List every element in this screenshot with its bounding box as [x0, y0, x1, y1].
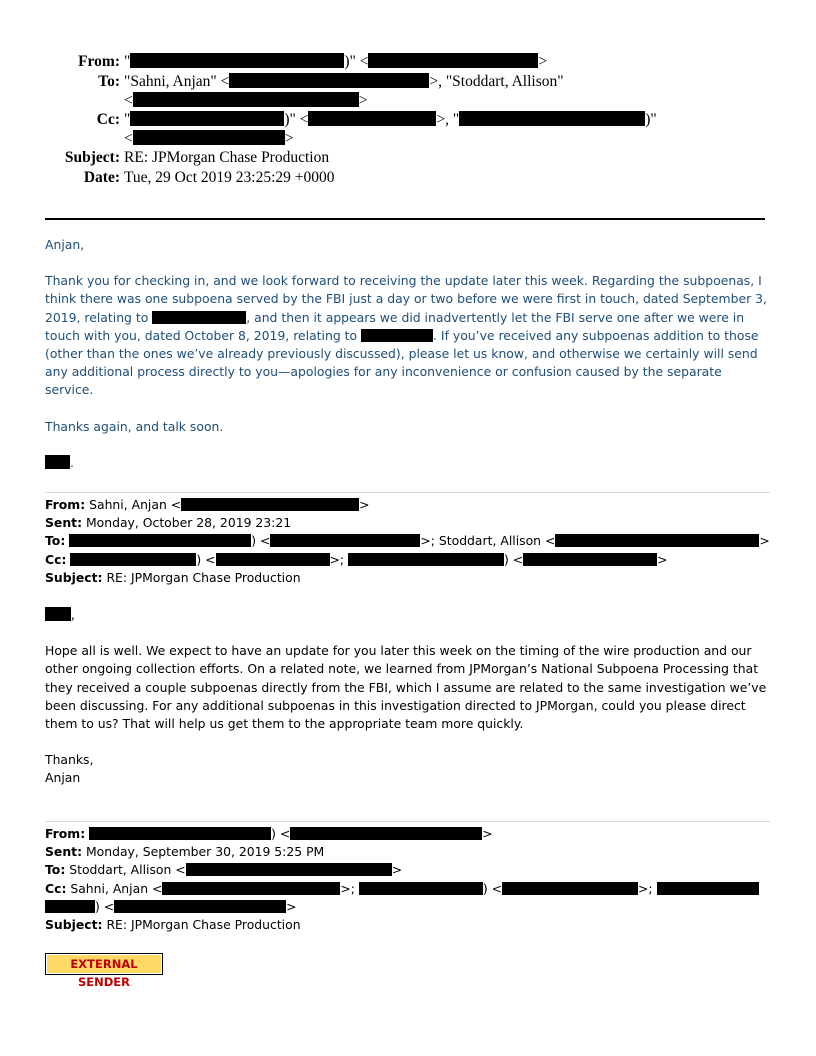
redaction-bar [229, 73, 429, 88]
redaction-bar [45, 455, 70, 469]
redaction-bar [181, 498, 359, 511]
redaction-bar [555, 534, 759, 547]
message-body-1 [45, 236, 773, 490]
redaction-bar [114, 900, 286, 913]
from-label: From: [78, 53, 120, 70]
redaction-bar [459, 111, 645, 126]
redaction-bar [130, 53, 344, 68]
redaction-bar [216, 553, 330, 566]
redaction-bar [133, 92, 359, 107]
redaction-bar [290, 827, 482, 840]
to-label: To: [98, 73, 120, 90]
redaction-bar [502, 882, 638, 895]
header-cc-row-2: < > [124, 130, 294, 147]
redaction-bar [657, 882, 759, 895]
cc-label: Cc: [96, 111, 120, 128]
message-body-2 [45, 606, 773, 788]
redaction-bar [523, 553, 657, 566]
paragraph: Thank you for checking in, and we look forward to receiving the update later this week. Regarding the subpoenas, I think there was one subpoena served by the FBI just a day or two before we were first in touch, dated September 3, 2019, relating to , and then it appears we did inadvertently let the FBI serve one after we were in touch with you, dated October 8, 2019, relating to . If you’ve received any subpoenas addition to those (other than the ones we’ve already previously discussed), please let us know, and otherwise we certainly will send any additional process directly to you—apologies for any inconvenience or confusion caused by the separate service. [45, 273, 767, 398]
redaction-bar [186, 863, 392, 876]
header-date-row [0, 168, 816, 188]
header-subject-row [0, 148, 816, 168]
redaction-bar [45, 607, 71, 621]
redaction-bar [45, 900, 95, 913]
message-3-header: From: ) < > Sent: Monday, September 30, 2019 5:25 PM To: Stoddart, Allison < > Cc: Sahni, Anjan < >; ) < >; ) < > Subject: RE: JPMorgan Chase Production [45, 825, 773, 934]
signature: . [45, 454, 773, 472]
redaction-bar [270, 534, 420, 547]
redaction-bar [152, 311, 246, 324]
redaction-bar [308, 111, 436, 126]
redaction-bar [361, 329, 433, 342]
date-label: Date: [83, 169, 120, 186]
redaction-bar [359, 882, 483, 895]
redaction-bar [130, 111, 284, 126]
redaction-bar [162, 882, 340, 895]
email-header [0, 52, 816, 188]
header-cc-row: Cc: " )" < >, " )" [96, 111, 657, 128]
redaction-bar [348, 553, 504, 566]
external-sender-banner [45, 953, 163, 989]
greeting: , [45, 606, 773, 624]
paragraph: Thanks again, and talk soon. [45, 418, 224, 434]
subject-value: RE: JPMorgan Chase Production [124, 149, 330, 166]
redaction-bar [89, 827, 271, 840]
message-separator [45, 492, 770, 493]
header-to-row: To: "Sahni, Anjan" < >, "Stoddart, Allison" [98, 73, 564, 90]
header-to-row-2: < > [124, 92, 368, 109]
date-value: Tue, 29 Oct 2019 23:25:29 +0000 [124, 169, 335, 186]
header-from-row: From: " )" < > [78, 53, 548, 70]
redaction-bar [69, 534, 251, 547]
redaction-bar [133, 130, 285, 145]
message-separator [45, 821, 770, 822]
closing: Thanks, Anjan [45, 752, 94, 786]
header-divider [45, 218, 765, 220]
redaction-bar [70, 553, 196, 566]
greeting: Anjan, [45, 237, 85, 252]
subject-label: Subject: [64, 149, 120, 166]
external-sender-label: EXTERNAL SENDER [47, 955, 161, 973]
paragraph: Hope all is well. We expect to have an update for you later this week on the timing of the wire production and our other ongoing collection efforts. On a related note, we learned from JPMorgan’s National Subpoena Processing that they received a couple subpoenas directly from the FBI, which I assume are related to the same investigation we’ve been discussing. For any additional subpoenas in this investigation directed to JPMorgan, could you please direct them to us? That will help us get them to the appropriate team more quickly. [45, 643, 767, 732]
redaction-bar [368, 53, 538, 68]
message-2-header: From: Sahni, Anjan < > Sent: Monday, October 28, 2019 23:21 To: ) < >; Stoddart, Allison < > Cc: ) < >; ) < > Subject: RE: JPMorgan Chase Production [45, 497, 770, 585]
